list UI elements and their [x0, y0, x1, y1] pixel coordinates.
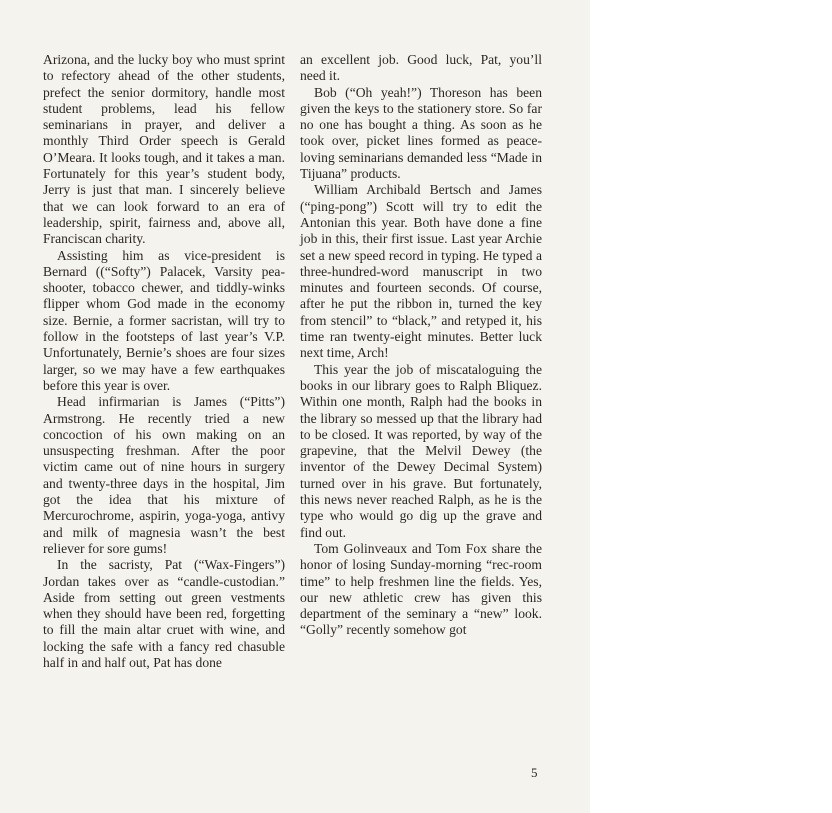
- paragraph: Assisting him as vice-president is Bernard ((“Softy”) Palacek, Varsity pea-shooter, tobacco chewer, and tiddly-winks flipper whom God made in the economy size. Bernie, a former sacristan, will try to follow in the footsteps of last year’s V.P. Unfortunately, Bernie’s shoes are four sizes larger, so we may have a few earthquakes before this year is over.: [43, 247, 285, 393]
- paragraph: In the sacristy, Pat (“Wax-Fingers”) Jordan takes over as “candle-custodian.” Aside from setting out green vestments when they should have been red, forgetting to fill the main altar cruet with wine, and locking the safe with a fancy red chasuble half in and half out, Pat has done: [43, 557, 285, 670]
- paragraph: Head infirmarian is James (“Pitts”) Armstrong. He recently tried a new concoction of his own making on an unsuspecting freshman. After the poor victim came out of nine hours in surgery and twenty-three days in the hospital, Jim got the idea that his mixture of Mercurochrome, aspirin, yoga-yoga, antivy and milk of magnesia wasn’t the best reliever for sore gums!: [43, 394, 285, 556]
- paragraph: This year the job of miscataloguing the books in our library goes to Ralph Bliquez. Within one month, Ralph had the books in the library so messed up that the library had to be closed. It was reported, by way of the grapevine, that the Melvil Dewey (the inventor of the Dewey Decimal System) turned over in his grave. But fortunately, this news never reached Ralph, as he is the type who would go dig up the grave and find out.: [300, 361, 542, 540]
- left-column: [43, 52, 285, 671]
- paragraph: Arizona, and the lucky boy who must sprint to refectory ahead of the other students, prefect the senior dormitory, handle most student problems, lead his fellow seminarians in prayer, and deliver a monthly Third Order speech is Gerald O’Meara. It looks tough, and it takes a man. Fortunately for this year’s student body, Jerry is just that man. I sincerely believe that we can look forward to an era of leadership, spirit, fairness and, above all, Franciscan charity.: [43, 52, 285, 247]
- paragraph: an excellent job. Good luck, Pat, you’ll need it.: [300, 52, 542, 84]
- paragraph: William Archibald Bertsch and James (“ping-pong”) Scott will try to edit the Antonian this year. Both have done a fine job in this, their first issue. Last year Archie set a new speed record in typing. He typed a three-hundred-word manuscript in two minutes and fourteen seconds. Of course, after he put the ribbon in, turned the key from stencil” to “black,” and retyped it, his time ran twenty-eight minutes. Better luck next time, Arch!: [300, 182, 542, 361]
- paragraph: Tom Golinveaux and Tom Fox share the honor of losing Sunday-morning “rec-room time” to help freshmen line the fields. Yes, our new athletic crew has given this department of the seminary a “new” look. “Golly” recently somehow got: [300, 540, 542, 638]
- right-column: [300, 52, 542, 639]
- paragraph: Bob (“Oh yeah!”) Thoreson has been given the keys to the stationery store. So far no one has bought a thing. As soon as he took over, picket lines formed as peace-loving seminarians demanded less “Made in Tijuana” products.: [300, 84, 542, 182]
- page-number: 5: [531, 765, 538, 780]
